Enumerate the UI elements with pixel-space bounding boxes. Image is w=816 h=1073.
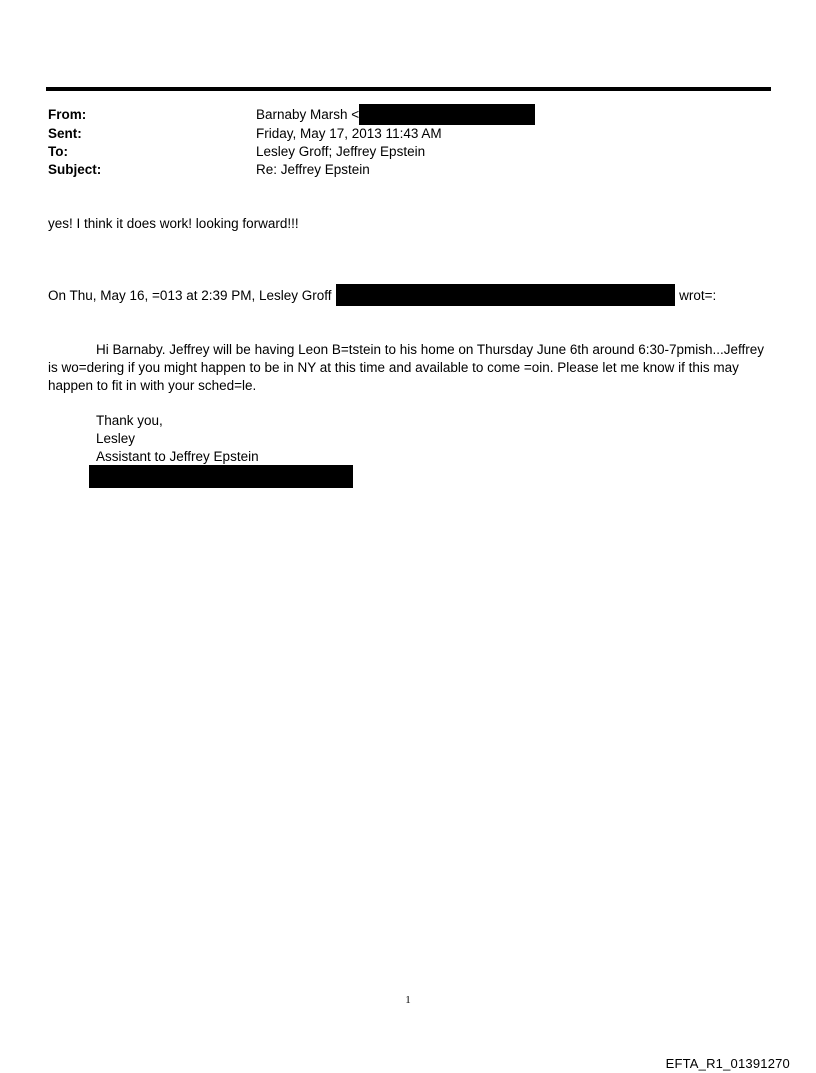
header-rule (46, 87, 771, 91)
to-label: To: (48, 144, 68, 159)
signature-name: Lesley (96, 431, 136, 446)
from-label: From: (48, 107, 87, 122)
sent-value: Friday, May 17, 2013 11:43 AM (256, 126, 442, 141)
redaction-from-email (359, 104, 535, 125)
quote-intro-start: On Thu, May 16, =013 at 2:39 PM, Lesley Groff (48, 288, 332, 303)
page-number: 1 (405, 994, 411, 1006)
subject-value: Re: Jeffrey Epstein (256, 162, 370, 177)
quoted-paragraph: Hi Barnaby. Jeffrey will be having Leon B=tstein to his home on Thursday June 6th around 6:30-7pmish...Jeffrey is wo=dering if you might happen to be in NY at this time and available to come =oin. Please let me know if this may happen to fit in with your sched=le. (48, 342, 765, 393)
quote-intro (48, 287, 716, 306)
signature-title: Assistant to Jeffrey Epstein (96, 449, 259, 464)
from-value (256, 106, 535, 125)
redaction-quote-email (336, 284, 675, 306)
to-value: Lesley Groff; Jeffrey Epstein (256, 144, 426, 159)
reply-text: yes! I think it does work! looking forward!!! (48, 216, 299, 231)
quote-intro-end: wrot=: (679, 288, 717, 303)
from-name: Barnaby Marsh < (256, 107, 360, 122)
document-id: EFTA_R1_01391270 (665, 1056, 790, 1071)
signature-thanks: Thank you, (96, 413, 163, 428)
redaction-signature (89, 465, 353, 488)
subject-label: Subject: (48, 162, 102, 177)
sent-label: Sent: (48, 126, 82, 141)
